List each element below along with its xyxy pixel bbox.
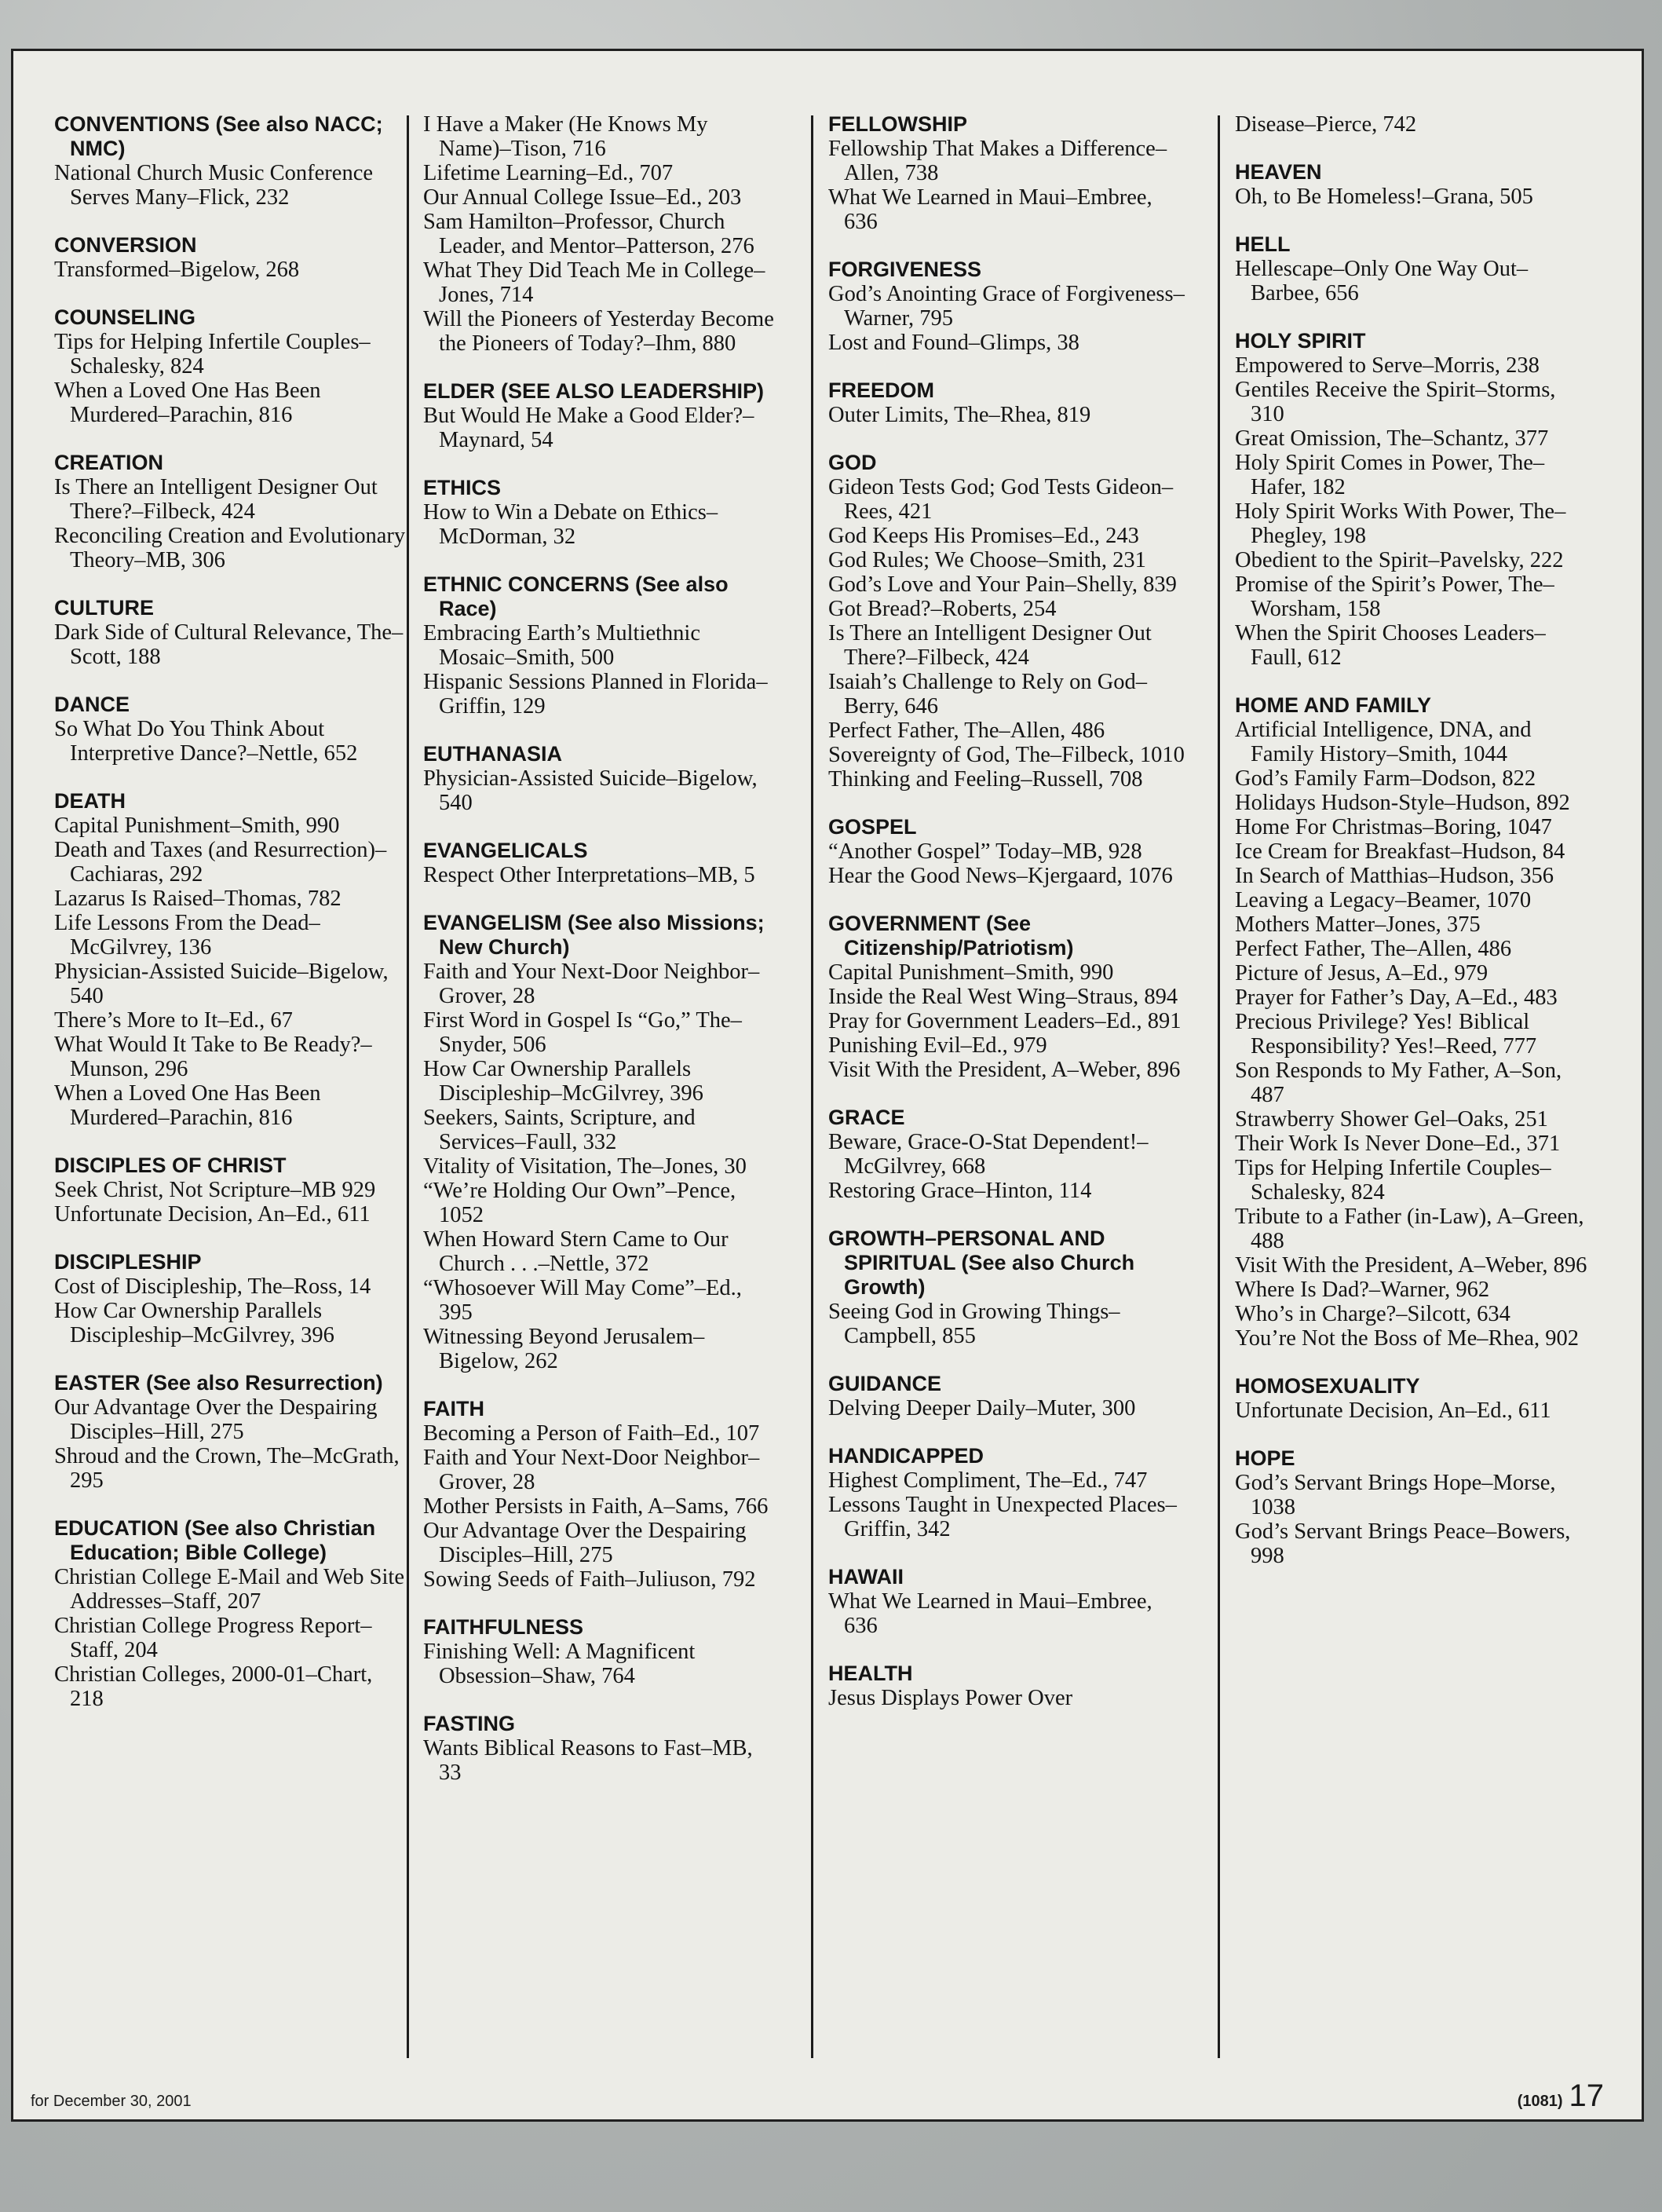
column-rule <box>1218 115 1220 2058</box>
index-entry: Finishing Well: A Magnificent Obsession–Shaw, 764 <box>423 1640 696 1688</box>
index-entry: Disease–Pierce, 742 <box>1235 112 1417 137</box>
index-category <box>828 378 1185 427</box>
index-entry: God’s Anointing Grace of Forgiveness–Warner, 795 <box>828 282 1185 331</box>
index-category <box>54 693 411 766</box>
index-entry: Christian College Progress Report–Staff, 204 <box>54 1614 372 1662</box>
index-entry: God’s Family Farm–Dodson, 822 <box>1235 766 1536 791</box>
index-entry: Dark Side of Cultural Relevance, The–Scott, 188 <box>54 620 404 669</box>
index-entry: Gentiles Receive the Spirit–Storms, 310 <box>1235 378 1556 426</box>
index-category <box>54 1154 411 1227</box>
index-entry: Respect Other Interpretations–MB, 5 <box>423 863 755 887</box>
category-heading: ELDER (SEE ALSO LEADERSHIP) <box>423 379 765 403</box>
index-category <box>828 1565 1185 1638</box>
category-heading: DISCIPLES OF CHRIST <box>54 1154 287 1177</box>
index-category <box>1235 160 1592 209</box>
index-entry: How Car Ownership Parallels Discipleship–McGilvrey, 396 <box>54 1299 334 1347</box>
index-entry: Is There an Intelligent Designer Out There?–Filbeck, 424 <box>54 475 378 524</box>
index-category <box>54 451 411 572</box>
index-entry: What We Learned in Maui–Embree, 636 <box>828 185 1152 234</box>
category-heading: CREATION <box>54 451 163 474</box>
category-heading: DANCE <box>54 693 130 716</box>
index-category <box>423 112 780 356</box>
index-entry: There’s More to It–Ed., 67 <box>54 1008 293 1033</box>
index-entry: Picture of Jesus, A–Ed., 979 <box>1235 961 1488 985</box>
index-category <box>828 1227 1185 1348</box>
category-heading: FORGIVENESS <box>828 258 982 281</box>
issue-date: for December 30, 2001 <box>31 2093 192 2110</box>
index-entry: Sowing Seeds of Faith–Julius​on, 792 <box>423 1567 756 1592</box>
index-entry: Visit With the President, A–Weber, 896 <box>1235 1253 1587 1278</box>
category-heading: ETHICS <box>423 476 502 499</box>
category-heading: ETHNIC CONCERNS (See also Race) <box>423 572 729 620</box>
category-heading: GROWTH–PERSONAL AND SPIRITUAL (See also Church Growth) <box>828 1227 1135 1299</box>
index-category <box>828 112 1185 234</box>
index-entry: Oh, to Be Homeless!–Grana, 505 <box>1235 185 1533 209</box>
index-entry: Promise of the Spirit’s Power, The–Worsham, 158 <box>1235 572 1554 621</box>
index-entry: Mother Persists in Faith, A–Sams, 766 <box>423 1494 769 1519</box>
index-entry: “We’re Holding Our Own”–Pence, 1052 <box>423 1179 736 1227</box>
category-heading: GRACE <box>828 1106 905 1129</box>
index-entry: What They Did Teach Me in College–Jones, 714 <box>423 258 765 307</box>
category-heading: HANDICAPPED <box>828 1444 984 1468</box>
index-entry: Faith and Your Next-Door Neighbor–Grover, 28 <box>423 1446 760 1494</box>
index-entry: Strawberry Shower Gel–Oaks, 251 <box>1235 1107 1548 1132</box>
index-entry: God Rules; We Choose–Smith, 231 <box>828 548 1146 572</box>
index-entry: First Word in Gospel Is “Go,” The–Snyder, 506 <box>423 1008 742 1057</box>
index-entry: Our Annual College Issue–Ed., 203 <box>423 185 742 210</box>
index-entry: Our Advantage Over the Despairing Disciples–Hill, 275 <box>423 1519 747 1567</box>
category-heading: EVANGELISM (See also Missions; New Church) <box>423 911 765 959</box>
index-entry: Beware, Grace-O-Stat Dependent!–McGilvrey, 668 <box>828 1130 1149 1179</box>
index-entry: Delving Deeper Daily–Muter, 300 <box>828 1396 1136 1420</box>
index-entry: Ice Cream for Breakfast–Hudson, 84 <box>1235 839 1565 864</box>
index-entry: So What Do You Think About Interpretive Dance?–Nettle, 652 <box>54 717 358 766</box>
index-category <box>828 1662 1185 1710</box>
index-entry: Sovereignty of God, The–Filbeck, 1010 <box>828 743 1185 767</box>
index-entry: Lost and Found–Glimps, 38 <box>828 331 1079 355</box>
index-entry: Restoring Grace–Hinton, 114 <box>828 1179 1092 1203</box>
index-entry: Cost of Discipleship, The–Ross, 14 <box>54 1274 371 1299</box>
page-number-block <box>1518 2079 1604 2114</box>
index-entry: Holidays Hudson-Style–Hudson, 892 <box>1235 791 1570 815</box>
index-entry: Perfect Father, The–Allen, 486 <box>1235 937 1512 961</box>
category-heading: COUNSELING <box>54 305 196 329</box>
index-entry: Unfortunate Decision, An–Ed., 611 <box>54 1202 371 1227</box>
category-heading: HEAVEN <box>1235 160 1322 184</box>
index-entry: You’re Not the Boss of Me–Rhea, 902 <box>1235 1326 1580 1351</box>
index-column-4 <box>1235 112 1592 2122</box>
index-category <box>423 572 780 718</box>
index-category <box>828 451 1185 792</box>
index-entry: Seekers, Saints, Scripture, and Services–Faull, 332 <box>423 1106 696 1154</box>
index-entry: Hear the Good News–Kjergaard, 1076 <box>828 864 1173 888</box>
index-entry: Great Omission, The–Schantz, 377 <box>1235 426 1549 451</box>
index-category <box>1235 1374 1592 1423</box>
index-entry: God’s Servant Brings Peace–Bowers, 998 <box>1235 1519 1571 1568</box>
index-category <box>54 305 411 427</box>
index-entry: Reconciling Creation and Evolutionary Theory–MB, 306 <box>54 524 406 572</box>
index-entry: Isaiah’s Challenge to Rely on God–Berry, 646 <box>828 670 1148 718</box>
index-entry: Witnessing Beyond Jerusalem–Bigelow, 262 <box>423 1325 705 1373</box>
index-entry: Highest Compliment, The–Ed., 747 <box>828 1468 1148 1493</box>
index-entry: Their Work Is Never Done–Ed., 371 <box>1235 1132 1561 1156</box>
index-entry: Who’s in Charge?–Silcott, 634 <box>1235 1302 1510 1326</box>
index-entry: Visit With the President, A–Weber, 896 <box>828 1058 1181 1082</box>
category-heading: HOPE <box>1235 1446 1295 1470</box>
index-entry: Physician-Assisted Suicide–Bigelow, 540 <box>54 960 389 1008</box>
index-entry: Physician-Assisted Suicide–Bigelow, 540 <box>423 766 758 815</box>
index-category <box>54 233 411 282</box>
category-heading: HOLY SPIRIT <box>1235 329 1366 353</box>
index-entry: Artificial Intelligence, DNA, and Family History–Smith, 1044 <box>1235 718 1532 766</box>
index-entry: “Whosoever Will May Come”–Ed., 395 <box>423 1276 742 1325</box>
index-category <box>423 379 780 452</box>
index-entry: Prayer for Father’s Day, A–Ed., 483 <box>1235 985 1558 1010</box>
index-entry: Unfortunate Decision, An–Ed., 611 <box>1235 1398 1551 1423</box>
category-heading: CONVERSION <box>54 233 197 257</box>
index-entry: How to Win a Debate on Ethics–McDorman, 32 <box>423 500 718 549</box>
index-entry: What Would It Take to Be Ready?–Munson, 296 <box>54 1033 372 1081</box>
index-column-1 <box>54 112 411 2122</box>
index-entry: Hispanic Sessions Planned in Florida–Griffin, 129 <box>423 670 768 718</box>
category-heading: GOD <box>828 451 877 474</box>
index-entry: What We Learned in Maui–Embree, 636 <box>828 1589 1152 1638</box>
index-entry: When the Spirit Chooses Leaders–Faull, 612 <box>1235 621 1546 670</box>
index-category <box>1235 232 1592 305</box>
index-entry: Life Lessons From the Dead–McGilvrey, 136 <box>54 911 320 960</box>
index-entry: Tribute to a Father (in-Law), A–Green, 488 <box>1235 1205 1584 1253</box>
index-category <box>54 596 411 669</box>
index-entry: Mothers Matter–Jones, 375 <box>1235 912 1481 937</box>
index-entry: Lazarus Is Raised–Thomas, 782 <box>54 887 342 911</box>
index-entry: Home For Christmas–Boring, 1047 <box>1235 815 1552 839</box>
index-entry: Is There an Intelligent Designer Out There?–Filbeck, 424 <box>828 621 1152 670</box>
index-entry: Will the Pioneers of Yesterday Become the Pioneers of Today?–Ihm, 880 <box>423 307 774 356</box>
index-entry: When a Loved One Has Been Murdered–Parachin, 816 <box>54 378 321 427</box>
index-entry: Fellowship That Makes a Difference–Allen, 738 <box>828 137 1167 185</box>
index-entry: Obedient to the Spirit–Pavelsky, 222 <box>1235 548 1564 572</box>
index-category <box>828 1444 1185 1541</box>
index-entry: Sam Hamilton–Professor, Church Leader, and Mentor–Patterson, 276 <box>423 210 754 258</box>
index-entry: Jesus Displays Power Over <box>828 1686 1073 1710</box>
index-entry: But Would He Make a Good Elder?–Maynard, 54 <box>423 404 754 452</box>
category-heading: HOME AND FAMILY <box>1235 693 1432 717</box>
index-entry: Christian College E-Mail and Web Site Addresses–Staff, 207 <box>54 1565 404 1614</box>
category-heading: CULTURE <box>54 596 154 620</box>
index-entry: Precious Privilege? Yes! Biblical Responsibility? Yes!–Reed, 777 <box>1235 1010 1537 1058</box>
index-category <box>1235 112 1592 137</box>
index-category <box>828 1372 1185 1420</box>
index-entry: Holy Spirit Works With Power, The–Phegley, 198 <box>1235 499 1566 548</box>
index-entry: God’s Servant Brings Hope–Morse, 1038 <box>1235 1471 1556 1519</box>
index-entry: National Church Music Conference Serves Many–Flick, 232 <box>54 161 373 210</box>
index-entry: Thinking and Feeling–Russell, 708 <box>828 767 1143 792</box>
index-entry: When a Loved One Has Been Murdered–Parachin, 816 <box>54 1081 321 1130</box>
category-heading: EASTER (See also Resurrection) <box>54 1371 383 1395</box>
index-entry: Pray for Government Leaders–Ed., 891 <box>828 1009 1182 1033</box>
category-heading: FELLOWSHIP <box>828 112 967 136</box>
index-entry: Lessons Taught in Unexpected Places–Griffin, 342 <box>828 1493 1177 1541</box>
category-heading: FAITH <box>423 1397 484 1420</box>
category-heading: GOSPEL <box>828 815 917 839</box>
category-heading: DISCIPLESHIP <box>54 1250 202 1274</box>
index-entry: Wants Biblical Reasons to Fast–MB, 33 <box>423 1736 753 1785</box>
index-category <box>54 1516 411 1711</box>
index-category <box>54 1250 411 1347</box>
index-category <box>423 1712 780 1785</box>
index-category <box>828 1106 1185 1203</box>
index-entry: Christian Colleges, 2000-01–Chart, 218 <box>54 1662 373 1711</box>
category-heading: EDUCATION (See also Christian Education; Bible College) <box>54 1516 376 1564</box>
index-entry: Lifetime Learning–Ed., 707 <box>423 161 674 185</box>
index-entry: Shroud and the Crown, The–McGrath, 295 <box>54 1444 400 1493</box>
index-entry: Outer Limits, The–Rhea, 819 <box>828 403 1091 427</box>
index-entry: How Car Ownership Parallels Discipleship–McGilvrey, 396 <box>423 1057 703 1106</box>
index-entry: Tips for Helping Infertile Couples–Schalesky, 824 <box>1235 1156 1551 1205</box>
index-column-2 <box>423 112 780 2122</box>
index-entry: Got Bread?–Roberts, 254 <box>828 597 1057 621</box>
category-heading: HOMOSEXUALITY <box>1235 1374 1420 1398</box>
index-entry: When Howard Stern Came to Our Church . . .–Nettle, 372 <box>423 1227 729 1276</box>
index-category <box>423 1397 780 1592</box>
category-heading: FREEDOM <box>828 378 934 402</box>
category-heading: GUIDANCE <box>828 1372 942 1395</box>
index-category <box>54 112 411 210</box>
index-entry: Son Responds to My Father, A–Son, 487 <box>1235 1058 1562 1107</box>
index-category <box>1235 1446 1592 1568</box>
index-category <box>1235 329 1592 670</box>
index-category <box>423 839 780 887</box>
cumulative-page-code: (1081) <box>1517 2093 1563 2110</box>
index-entry: Our Advantage Over the Despairing Disciples–Hill, 275 <box>54 1395 378 1444</box>
index-entry: Capital Punishment–Smith, 990 <box>54 814 340 838</box>
index-entry: Punishing Evil–Ed., 979 <box>828 1033 1047 1058</box>
index-entry: Vitality of Visitation, The–Jones, 30 <box>423 1154 747 1179</box>
index-entry: Where Is Dad?–Warner, 962 <box>1235 1278 1490 1302</box>
index-category <box>423 911 780 1373</box>
index-entry: Death and Taxes (and Resurrection)–Cachiaras, 292 <box>54 838 387 887</box>
column-rule <box>811 115 813 2058</box>
index-entry: Leaving a Legacy–Beamer, 1070 <box>1235 888 1532 912</box>
category-heading: HAWAII <box>828 1565 904 1589</box>
index-entry: Transformed–Bigelow, 268 <box>54 258 300 282</box>
index-entry: Capital Punishment–Smith, 990 <box>828 960 1114 985</box>
category-heading: FASTING <box>423 1712 516 1735</box>
index-category <box>423 1615 780 1688</box>
index-entry: “Another Gospel” Today–MB, 928 <box>828 839 1142 864</box>
index-entry: Gideon Tests God; God Tests Gideon–Rees, 421 <box>828 475 1174 524</box>
index-entry: Embracing Earth’s Multiethnic Mosaic–Smith, 500 <box>423 621 700 670</box>
category-heading: FAITHFULNESS <box>423 1615 584 1639</box>
index-entry: Perfect Father, The–Allen, 486 <box>828 718 1105 743</box>
index-entry: Seeing God in Growing Things–Campbell, 855 <box>828 1300 1120 1348</box>
index-category <box>828 815 1185 888</box>
index-page <box>11 49 1644 2122</box>
index-entry: Hellescape–Only One Way Out–Barbee, 656 <box>1235 257 1529 305</box>
index-entry: Seek Christ, Not Scripture–MB 929 <box>54 1178 376 1202</box>
index-entry: Faith and Your Next-Door Neighbor–Grover, 28 <box>423 960 760 1008</box>
index-category <box>828 912 1185 1082</box>
index-entry: God Keeps His Promises–Ed., 243 <box>828 524 1139 548</box>
index-category <box>423 742 780 815</box>
category-heading: HEALTH <box>828 1662 913 1685</box>
category-heading: EVANGELICALS <box>423 839 588 862</box>
index-entry: Becoming a Person of Faith–Ed., 107 <box>423 1421 760 1446</box>
category-heading: GOVERNMENT (See Citizenship/Patriotism) <box>828 912 1074 960</box>
page-number: 17 <box>1569 2079 1604 2113</box>
category-heading: DEATH <box>54 789 126 813</box>
index-category <box>423 476 780 549</box>
index-category <box>828 258 1185 355</box>
index-entry: I Have a Maker (He Knows My Name)–Tison, 716 <box>423 112 708 161</box>
index-entry: In Search of Matthias–Hudson, 356 <box>1235 864 1554 888</box>
category-heading: HELL <box>1235 232 1291 256</box>
category-heading: CONVENTIONS (See also NACC; NMC) <box>54 112 383 160</box>
index-category <box>54 1371 411 1493</box>
index-entry: Tips for Helping Infertile Couples–Schalesky, 824 <box>54 330 371 378</box>
index-column-3 <box>828 112 1185 2122</box>
index-category <box>1235 693 1592 1351</box>
index-entry: Inside the Real West Wing–Straus, 894 <box>828 985 1178 1009</box>
index-entry: Holy Spirit Comes in Power, The–Hafer, 182 <box>1235 451 1545 499</box>
category-heading: EUTHANASIA <box>423 742 563 766</box>
index-entry: Empowered to Serve–Morris, 238 <box>1235 353 1540 378</box>
index-category <box>54 789 411 1130</box>
index-entry: God’s Love and Your Pain–Shelly, 839 <box>828 572 1177 597</box>
